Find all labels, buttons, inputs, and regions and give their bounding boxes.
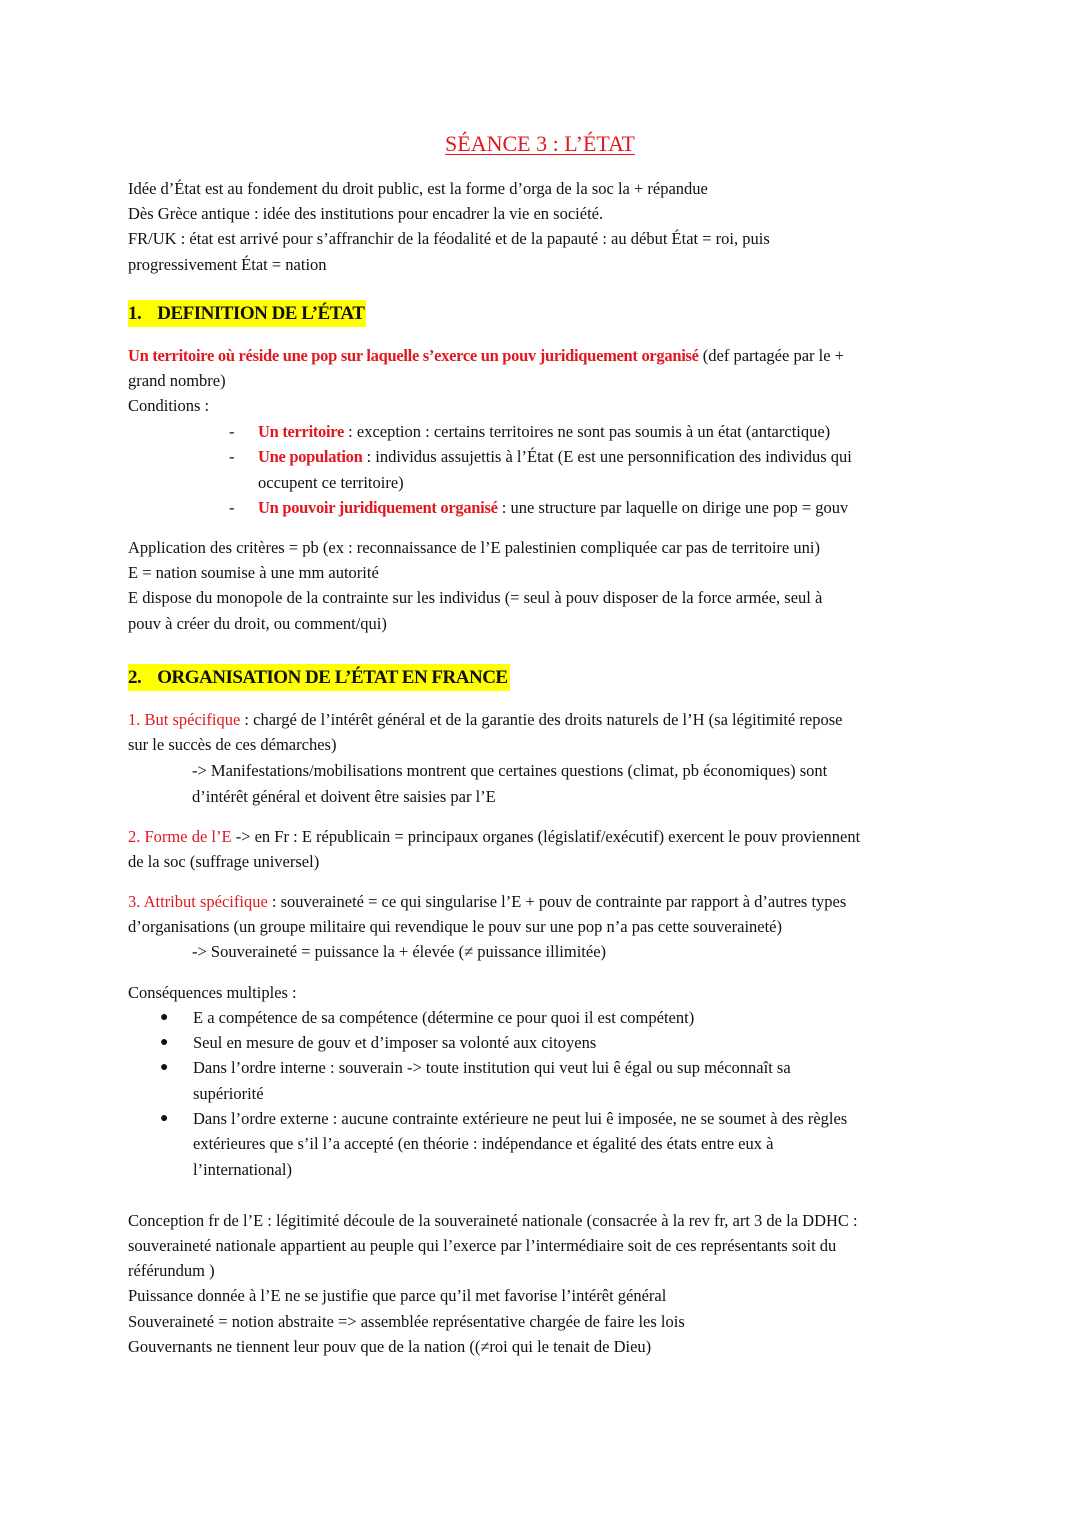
label: 3. Attribut spécifique	[128, 892, 268, 911]
condition-text-cont: occupent ce territoire)	[258, 473, 404, 492]
paragraph-line: référundum )	[128, 1261, 215, 1280]
bullet-cont: extérieures que s’il l’a accepté (en théorie : indépendance et égalité des états entre eux à	[193, 1134, 774, 1153]
condition-term: Un pouvoir juridiquement organisé	[258, 498, 498, 517]
paragraph-line: pouv à créer du droit, ou comment/qui)	[128, 614, 387, 633]
paragraph-line: Puissance donnée à l’E ne se justifie que parce qu’il met favorise l’intérêt général	[128, 1286, 667, 1305]
paragraph-line: E dispose du monopole de la contrainte sur les individus (= seul à pouv disposer de la force armée, seul à	[128, 588, 823, 607]
paragraph-line: sur le succès de ces démarches)	[128, 735, 337, 754]
dash-marker: -	[229, 447, 235, 466]
dash-marker: -	[229, 498, 235, 517]
attribut-specifique	[128, 892, 846, 912]
paragraph-line: souveraineté nationale appartient au peuple qui l’exerce par l’intermédiaire soit de ces représentants soit du	[128, 1236, 837, 1255]
paragraph-line: E = nation soumise à une mm autorité	[128, 563, 379, 582]
paragraph-line: de la soc (suffrage universel)	[128, 852, 320, 871]
section-number: 2.	[128, 667, 142, 688]
text: : chargé de l’intérêt général et de la garantie des droits naturels de l’H (sa légitimité repose	[240, 710, 843, 729]
definition-rest: (def partagée par le +	[698, 346, 844, 365]
section-1-heading	[128, 304, 366, 324]
condition-term: Un territoire	[258, 422, 345, 441]
condition-term: Une population	[258, 447, 363, 466]
bullet-icon: ●	[160, 1111, 169, 1126]
condition-text: : individus assujettis à l’État (E est une personnification des individus qui	[362, 447, 852, 466]
definition	[128, 346, 844, 366]
intro-line: progressivement État = nation	[128, 255, 327, 274]
bullet-icon: ●	[160, 1060, 169, 1075]
paragraph-line: Souveraineté = notion abstraite => assemblée représentative chargée de faire les lois	[128, 1312, 685, 1331]
page-title: SÉANCE 3 : L’ÉTAT	[445, 131, 635, 156]
bullet-cont: l’international)	[193, 1160, 292, 1179]
section-title: ORGANISATION DE L’ÉTAT EN FRANCE	[157, 667, 508, 688]
indent-line: d’intérêt général et doivent être saisies par l’E	[192, 787, 496, 806]
bullet-icon: ●	[160, 1010, 169, 1025]
text: -> en Fr : E républicain = principaux organes (législatif/exécutif) exercent le pouv proviennent	[231, 827, 861, 846]
paragraph-line: d’organisations (un groupe militaire qui revendique le pouv sur une pop n’a pas cette souveraineté)	[128, 917, 782, 936]
text: Dans l’ordre interne : souverain -> toute institution qui veut lui ê égal ou sup méconnaît sa	[193, 1058, 791, 1077]
text: Seul en mesure de gouv et d’imposer sa volonté aux citoyens	[193, 1033, 597, 1052]
section-title: DEFINITION DE L’ÉTAT	[157, 303, 365, 324]
condition-text: : une structure par laquelle on dirige une pop = gouv	[497, 498, 849, 517]
definition-line: grand nombre)	[128, 371, 226, 390]
paragraph-line: Conception fr de l’E : légitimité découle de la souveraineté nationale (consacrée à la rev fr, art 3 de la DDHC :	[128, 1211, 858, 1230]
paragraph-line: Gouvernants ne tiennent leur pouv que de la nation ((≠roi qui le tenait de Dieu)	[128, 1337, 652, 1356]
bullet-cont: supériorité	[193, 1084, 264, 1103]
label: 2. Forme de l’E	[128, 827, 232, 846]
intro-line: FR/UK : état est arrivé pour s’affranchir de la féodalité et de la papauté : au début État = roi, puis	[128, 229, 770, 248]
definition-bold: Un territoire où réside une pop sur laquelle s’exerce un pouv juridiquement organisé	[128, 346, 699, 365]
intro-line: Idée d’État est au fondement du droit public, est la forme d’orga de la soc la + répandue	[128, 179, 708, 198]
forme-etat	[128, 827, 860, 847]
conditions-label: Conditions :	[128, 396, 210, 415]
text: E a compétence de sa compétence (détermine ce pour quoi il est compétent)	[193, 1008, 695, 1027]
indent-line: -> Manifestations/mobilisations montrent que certaines questions (climat, pb économiques) sont	[192, 761, 828, 780]
section-number: 1.	[128, 303, 142, 324]
dash-marker: -	[229, 422, 235, 441]
paragraph-line: Application des critères = pb (ex : reconnaissance de l’E palestinien compliquée car pas de territoire uni)	[128, 538, 820, 557]
text: : souveraineté = ce qui singularise l’E + pouv de contrainte par rapport à d’autres types	[267, 892, 847, 911]
label: 1. But spécifique	[128, 710, 241, 729]
text: Dans l’ordre externe : aucune contrainte extérieure ne peut lui ê imposée, ne se soumet à des règles	[193, 1109, 848, 1128]
consequences-label: Conséquences multiples :	[128, 983, 297, 1002]
condition-text: : exception : certains territoires ne sont pas soumis à un état (antarctique)	[344, 422, 831, 441]
but-specifique	[128, 710, 842, 730]
bullet-icon: ●	[160, 1035, 169, 1050]
intro-line: Dès Grèce antique : idée des institutions pour encadrer la vie en société.	[128, 204, 604, 223]
section-2-heading	[128, 668, 510, 688]
indent-line: -> Souveraineté = puissance la + élevée (≠ puissance illimitée)	[192, 942, 607, 961]
